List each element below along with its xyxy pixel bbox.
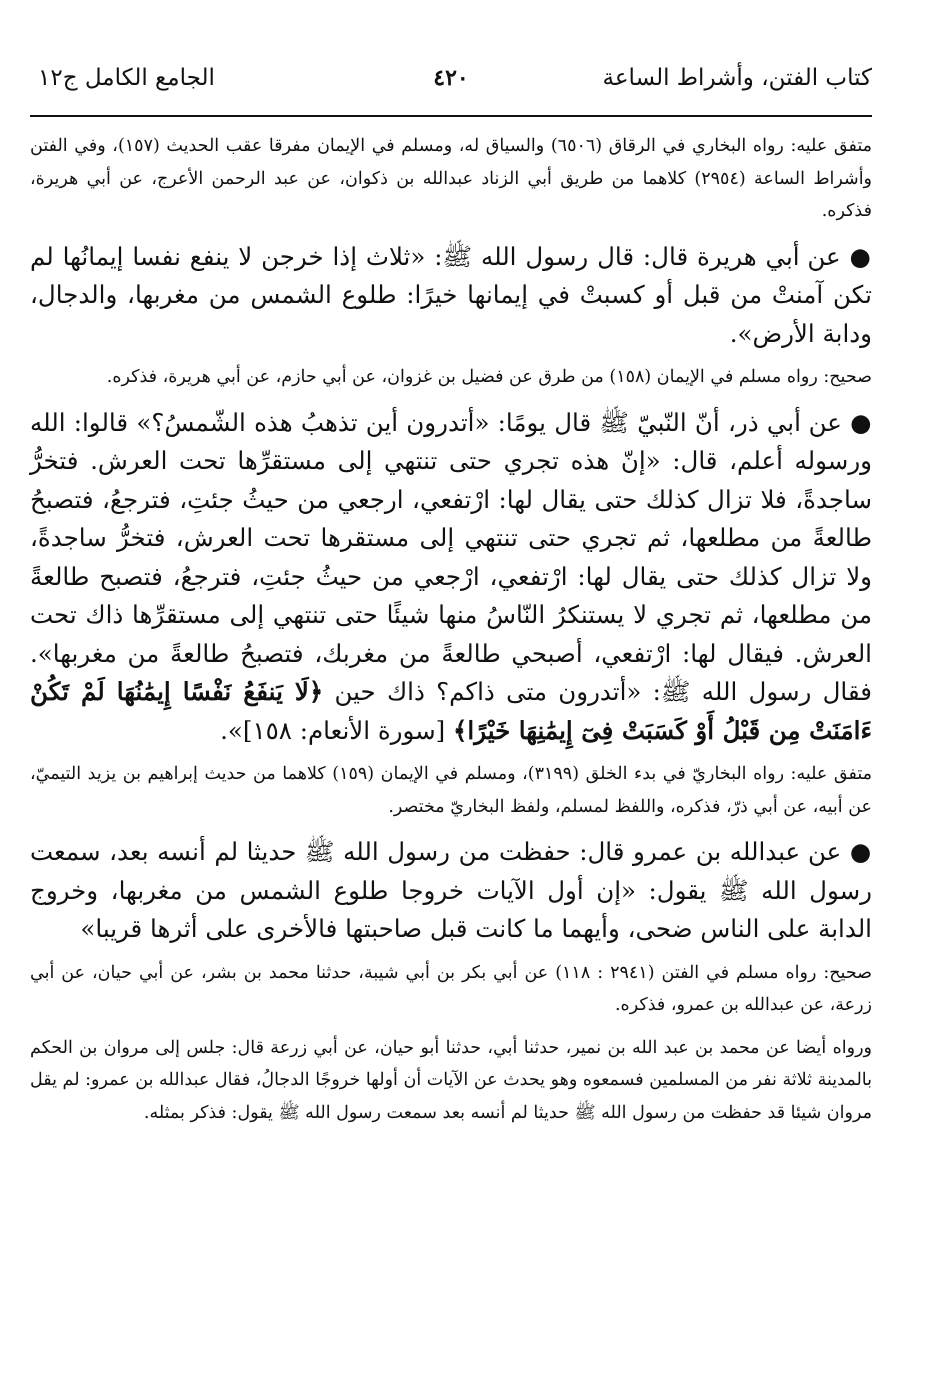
hadith-paragraph <box>30 833 872 949</box>
quran-verse: ﴿لَا يَنفَعُ نَفْسًا إِيمَٰنُهَا لَمْ تَكُنْ ءَامَنَتْ مِن قَبْلُ أَوْ كَسَبَتْ فِىٓ إِيمَٰنِهَا خَيْرًا﴾ <box>30 677 872 745</box>
verse-reference: [سورة الأنعام: ١٥٨]». <box>220 715 454 745</box>
chapter-title: كتاب الفتن، وأشراط الساعة <box>602 65 872 91</box>
hadith-paragraph <box>30 238 872 354</box>
page-number: ٤٢٠ <box>433 65 469 91</box>
hadith-text: عن أبي هريرة قال: قال رسول الله ﷺ: «ثلاث إذا خرجن لا ينفع نفسا إيمانُها لم تكن آمنتْ من قبل أو كسبتْ في إيمانها خيرًا: طلوع الشمس من مغربها، والدجال، ودابة الأرض». <box>30 241 872 348</box>
bullet-icon: ● <box>850 407 872 437</box>
takhrij-note: صحيح: رواه مسلم في الإيمان (١٥٨) من طرق عن فضيل بن غزوان، عن أبي حازم، عن أبي هريرة، فذكره. <box>106 367 872 387</box>
takhrij-note: متفق عليه: رواه البخاري في الرقاق (٦٥٠٦) والسياق له، ومسلم في الإيمان مفرقا عقب الحديث (١٥٧)، وفي الفتن وأشراط الساعة (٢٩٥٤) كلاهما من طريق أبي الزناد عبدالله بن ذكوان، عن عبد الرحمن الأعرج، عن أبي هريرة، فذكره. <box>30 136 873 221</box>
takhrij-note: صحيح: رواه مسلم في الفتن (٢٩٤١ : ١١٨) عن أبي بكر بن أبي شيبة، حدثنا محمد بن بشر، عن أبي حيان، عن أبي زرعة، عن عبدالله بن عمرو، فذكره. <box>30 962 872 1015</box>
book-volume-title: الجامع الكامل ج١٢ <box>38 65 215 91</box>
bullet-icon: ● <box>849 241 872 271</box>
hadith-text: عن أبي ذر، أنّ النّبيّ ﷺ قال يومًا: «أتدرون أين تذهبُ هذه الشّمسُ؟» قالوا: الله ورسوله أعلم، قال: «إنّ هذه تجري حتى تنتهي إلى مستقرِّها تحت العرش. فتخرُّ ساجدةً، فلا تزال كذلك حتى يقال لها: ارْتفعي، ارجعي من حيثُ جئتِ، فترجعُ، فتصبحُ طالعةً من مطلعها، ثم تجري حتى تنتهي إلى مستقرها تحت العرش، فتخرُّ ساجدةً، ولا تزال كذلك حتى يقال لها: ارْتفعي، ارْجعي من حيثُ جئتِ، فترجعُ، فتصبح طالعةً من مطلعها، ثم تجري لا يستنكرُ النّاسُ منها شيئًا حتى تنتهي إلى مستقرِّها ذاك تحت العرش. فيقال لها: ارْتفعي، أصبحي طالعةً من مغربك، فتصبحُ طالعةً من مغربها». فقال رسول الله ﷺ: «أتدرون متى ذاكم؟ ذاك حين <box>30 407 872 706</box>
takhrij-note: ورواه أيضا عن محمد بن عبد الله بن نمير، حدثنا أبي، حدثنا أبو حيان، عن أبي زرعة قال: جلس إلى مروان بن الحكم بالمدينة ثلاثة نفر من المسلمين فسمعوه وهو يحدث عن الآيات أن أولها خروجًا الدجالُ، فقال عبدالله بن عمرو: لم يقل مروان شيئا قد حفظت من رسول الله ﷺ حديثا لم أنسه بعد سمعت رسول الله ﷺ يقول: فذكر بمثله. <box>30 1037 872 1123</box>
hadith-paragraph <box>30 404 872 751</box>
page-header <box>30 60 872 96</box>
takhrij-note: متفق عليه: رواه البخاريّ في بدء الخلق (٣١٩٩)، ومسلم في الإيمان (١٥٩) كلاهما من حديث إبراهيم بن يزيد التيميّ، عن أبيه، عن أبي ذرّ، فذكره، واللفظ لمسلم، ولفظ البخاريّ مختصر. <box>30 764 872 817</box>
hadith-text: عن عبدالله بن عمرو قال: حفظت من رسول الله ﷺ حديثا لم أنسه بعد، سمعت رسول الله ﷺ يقول: «إن أول الآيات خروجا طلوع الشمس من مغربها، وخروج الدابة على الناس ضحى، وأيهما ما كانت قبل صاحبتها فالأخرى على أثرها قريبا» <box>30 837 872 943</box>
header-divider <box>30 115 872 117</box>
page-body <box>30 130 872 1139</box>
bullet-icon: ● <box>849 837 872 866</box>
